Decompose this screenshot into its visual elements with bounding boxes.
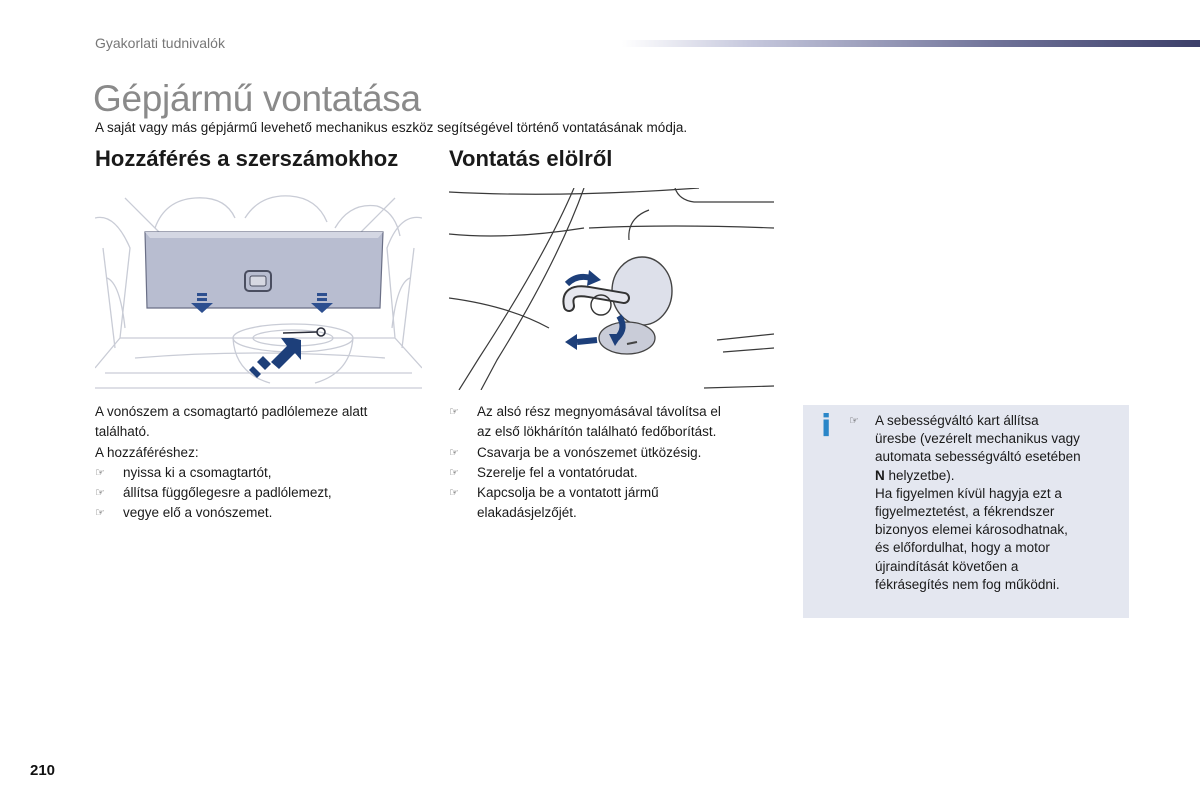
info-line: figyelmeztetést, a fékrendszer	[875, 504, 1055, 520]
list-item	[95, 483, 425, 503]
list-item-text: Szerelje fel a vontatórudat.	[477, 464, 638, 480]
list-item	[449, 483, 779, 503]
info-line: és előfordulhat, hogy a motor	[875, 540, 1050, 556]
page-number: 210	[30, 762, 56, 779]
info-line-text: helyzetbe).	[884, 467, 955, 483]
pointing-hand-icon: ☞	[449, 466, 459, 479]
info-line: automata sebességváltó esetében	[875, 449, 1081, 465]
pointing-hand-icon: ☞	[849, 415, 859, 427]
tool-access-text	[95, 402, 425, 524]
list-item-continuation: elakadásjelzőjét.	[477, 505, 577, 521]
info-line-text: A sebességváltó kart állítsa	[875, 413, 1039, 428]
pointing-hand-icon: ☞	[449, 406, 459, 418]
pointing-hand-icon: ☞	[95, 487, 105, 500]
heading-front-towing: Vontatás elölről	[449, 146, 613, 171]
pointing-hand-icon: ☞	[95, 507, 105, 520]
header-bar	[622, 40, 1200, 47]
pointing-hand-icon: ☞	[449, 487, 459, 500]
neutral-gear-label: N	[875, 467, 885, 483]
info-icon: i	[821, 409, 832, 444]
pointing-hand-icon: ☞	[95, 466, 105, 479]
tow-hook-illustration	[449, 188, 774, 390]
front-towing-steps	[449, 402, 779, 524]
info-line: bizonyos elemei károsodhatnak,	[875, 522, 1068, 538]
info-box	[803, 405, 1129, 618]
intro-line: található.	[95, 424, 150, 440]
list-item	[95, 463, 425, 483]
info-line: Ha figyelmen kívül hagyja ezt a	[875, 485, 1062, 501]
page-title: Gépjármű vontatása	[93, 78, 421, 119]
info-line: újraindítását követően a	[875, 558, 1019, 574]
info-line	[849, 412, 1119, 430]
info-line	[849, 467, 1119, 485]
heading-tool-access: Hozzáférés a szerszámokhoz	[95, 146, 399, 171]
pointing-hand-icon: ☞	[449, 446, 459, 459]
list-item-text: nyissa ki a csomagtartót,	[123, 464, 272, 480]
info-line: üresbe (vezérelt mechanikus vagy	[875, 431, 1080, 447]
list-item-text: állítsa függőlegesre a padlólemezt,	[123, 485, 332, 501]
trunk-floor-illustration	[95, 188, 422, 390]
list-item	[449, 443, 779, 463]
intro-line: A vonószem a csomagtartó padlólemeze alatt	[95, 404, 368, 419]
info-text	[849, 412, 1119, 594]
list-item	[95, 503, 425, 523]
section-label: Gyakorlati tudnivalók	[95, 35, 225, 51]
list-item-text: Csavarja be a vonószemet ütközésig.	[477, 444, 702, 460]
list-item-text: Kapcsolja be a vontatott jármű	[477, 485, 659, 501]
list-item	[449, 463, 779, 483]
list-item-text: vegye elő a vonószemet.	[123, 505, 273, 521]
list-item-text: Az alsó rész megnyomásával távolítsa el	[477, 404, 721, 419]
page-subtitle: A saját vagy más gépjármű levehető mechanikus eszköz segítségével történő vontatásának módja.	[95, 120, 688, 135]
list-item-continuation: az első lökhárítón található fedőborítást.	[477, 424, 717, 440]
list-item	[449, 402, 779, 422]
info-line: fékrásegítés nem fog működni.	[875, 576, 1060, 592]
lead-line: A hozzáféréshez:	[95, 444, 199, 460]
